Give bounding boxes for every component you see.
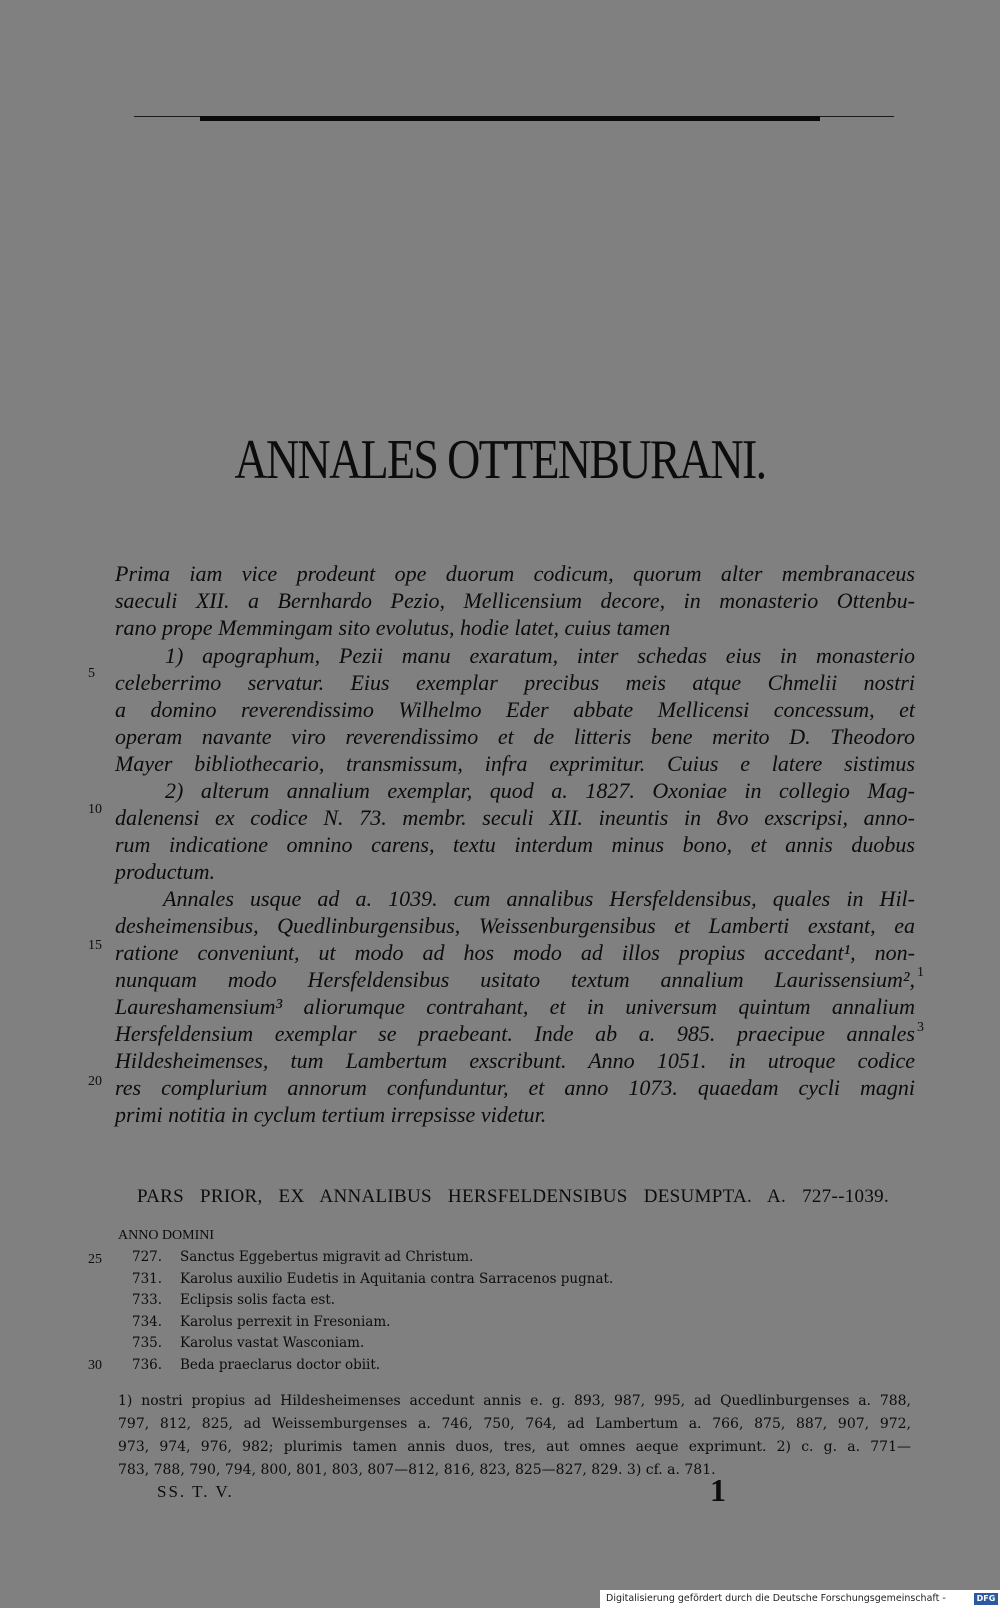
intro-line: saeculi XII. a Bernhardo Pezio, Mellicensium decore, in monasterio Ottenbu- — [115, 588, 915, 613]
margin-line-number: 10 — [88, 802, 102, 817]
intro-line: desheimensibus, Quedlinburgensibus, Weissenburgensibus et Lamberti exstant, ea — [115, 913, 915, 938]
intro-line: celeberrimo servatur. Eius exemplar precibus meis atque Chmelii nostri — [115, 670, 915, 695]
anno-domini-heading: ANNO DOMINI — [118, 1228, 215, 1243]
credit-text: Digitalisierung gefördert durch die Deutsche Forschungsgemeinschaft - — [606, 1593, 946, 1604]
entry-text: Karolus vastat Wasconiam. — [180, 1335, 365, 1351]
margin-line-number: 20 — [88, 1074, 102, 1089]
intro-line: 2) alterum annalium exemplar, quod a. 1827. Oxoniae in collegio Mag- — [165, 778, 915, 803]
entry-text: Karolus perrexit in Fresoniam. — [180, 1314, 391, 1330]
footnote-line: 1) nostri propius ad Hildesheimenses accedunt annis e. g. 893, 987, 995, ad Quedlinburgenses a. 788, — [118, 1393, 911, 1409]
intro-line: rum indicatione omnino carens, textu interdum minus bono, et annis duobus — [115, 832, 915, 857]
entry-year: 736. — [132, 1357, 163, 1373]
signature-mark: SS. T. V. — [157, 1482, 234, 1501]
intro-line: ratione conveniunt, ut modo ad hos modo ad illos propius accedant¹, non- — [115, 940, 915, 965]
entry-year: 727. — [132, 1249, 163, 1265]
entry-text: Sanctus Eggebertus migravit ad Christum. — [180, 1249, 474, 1265]
intro-line: Prima iam vice prodeunt ope duorum codicum, quorum alter membranaceus — [115, 561, 915, 586]
intro-line: productum. — [115, 859, 216, 884]
entry-year: 734. — [132, 1314, 163, 1330]
intro-line: dalenensi ex codice N. 73. membr. seculi XII. ineuntis in 8vo exscripsi, anno- — [115, 805, 915, 830]
footnote-line: 783, 788, 790, 794, 800, 801, 803, 807—812, 816, 823, 825—827, 829. 3) cf. a. 781. — [118, 1462, 716, 1478]
entry-text: Beda praeclarus doctor obiit. — [180, 1357, 381, 1373]
intro-line: operam navante viro reverendissimo et de litteris bene merito D. Theodoro — [115, 724, 915, 749]
intro-line: nunquam modo Hersfeldensibus usitato textum annalium Laurissensium², — [115, 967, 915, 992]
entry-year: 733. — [132, 1292, 163, 1308]
intro-line: 1) apographum, Pezii manu exaratum, inter schedas eius in monasterio — [165, 643, 915, 668]
dfg-logo-icon: DFG — [974, 1593, 998, 1605]
margin-line-number: 25 — [88, 1252, 102, 1267]
entry-year: 731. — [132, 1271, 163, 1287]
intro-line: rano prope Memmingam sito evolutus, hodie latet, cuius tamen — [115, 615, 671, 640]
digitization-credit — [600, 1590, 1000, 1608]
intro-line: Hersfeldensium exemplar se praebeant. Inde ab a. 985. praecipue annales — [115, 1021, 915, 1046]
footnote-line: 973, 974, 976, 982; plurimis tamen annis duos, tres, aut omnes aeque exprimunt. 2) c. g. a. 771— — [118, 1439, 911, 1455]
entry-text: Karolus auxilio Eudetis in Aquitania contra Sarracenos pugnat. — [180, 1271, 614, 1287]
footnote-ref-number: 1 — [917, 965, 924, 980]
intro-line: Annales usque ad a. 1039. cum annalibus Hersfeldensibus, quales in Hil- — [163, 886, 915, 911]
footnote-ref-number: 3 — [917, 1020, 924, 1035]
margin-line-number: 5 — [88, 666, 95, 681]
page-title: ANNALES OTTENBURANI. — [234, 429, 766, 491]
intro-line: res complurium annorum confunduntur, et anno 1073. quaedam cycli magni — [115, 1075, 915, 1100]
header-rule-thick — [200, 116, 820, 121]
intro-line: primi notitia in cyclum tertium irrepsisse videtur. — [115, 1102, 547, 1127]
intro-line: Mayer bibliothecario, transmissum, infra exprimitur. Cuius e latere sistimus — [115, 751, 915, 776]
entry-year: 735. — [132, 1335, 163, 1351]
section-heading: PARS PRIOR, EX ANNALIBUS HERSFELDENSIBUS DESUMPTA. A. 727--1039. — [137, 1186, 889, 1207]
margin-line-number: 30 — [88, 1358, 102, 1373]
margin-line-number: 15 — [88, 938, 102, 953]
footnote-line: 797, 812, 825, ad Weissemburgenses a. 746, 750, 764, ad Lambertum a. 766, 875, 887, 907, 972, — [118, 1416, 911, 1432]
entry-text: Eclipsis solis facta est. — [180, 1292, 336, 1308]
page-number: 1 — [710, 1472, 726, 1508]
intro-line: a domino reverendissimo Wilhelmo Eder abbate Mellicensi concessum, et — [115, 697, 915, 722]
intro-line: Laureshamensium³ aliorumque contrahant, et in universum quintum annalium — [115, 994, 915, 1019]
intro-line: Hildesheimenses, tum Lambertum exscribunt. Anno 1051. in utroque codice — [115, 1048, 915, 1073]
